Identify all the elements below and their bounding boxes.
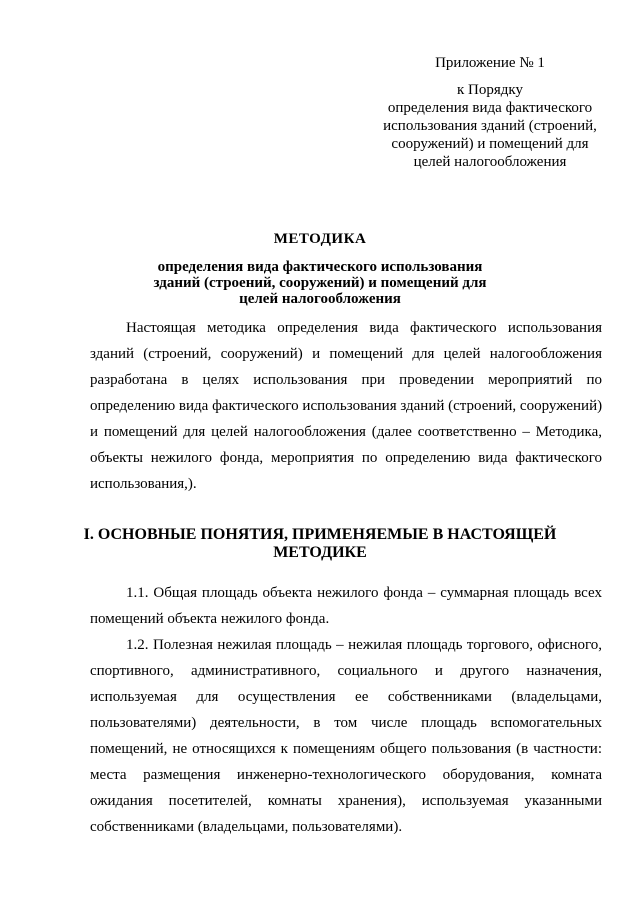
item-1-1-paragraph [90, 580, 602, 632]
appendix-line: определения вида фактического [387, 100, 593, 116]
paragraph-line: 1.1. Общая площадь объекта нежилого фонда – суммарная площадь всех [126, 585, 602, 601]
paragraph-line: помещений объекта нежилого фонда. [90, 611, 330, 627]
subtitle-line: определения вида фактического использования [157, 259, 483, 275]
paragraph-line: используемая для осуществления ее собственниками (владельцами, [90, 689, 602, 705]
appendix-block [360, 54, 620, 171]
appendix-line: использования зданий (строений, [383, 118, 597, 134]
section-heading-line: I. ОСНОВНЫЕ ПОНЯТИЯ, ПРИМЕНЯЕМЫЕ В НАСТОЯЩЕЙ [83, 526, 557, 543]
subtitle-line: зданий (строений, сооружений) и помещений для [153, 275, 487, 291]
paragraph-line: использования,). [90, 476, 197, 492]
appendix-line: сооружений) и помещений для [391, 136, 589, 152]
paragraph-line: разработана в целях использования при проведении мероприятий по [90, 372, 602, 388]
paragraph-line: пользователями) деятельности, в том числе площадь вспомогательных [90, 715, 602, 731]
section-heading-line: МЕТОДИКЕ [273, 544, 367, 561]
paragraph-line: спортивного, административного, социального и другого назначения, [90, 663, 602, 679]
paragraph-line: помещений, не относящихся к помещениям общего пользования (в частности: [90, 741, 602, 757]
paragraph-line: собственниками (владельцами, пользователями). [90, 819, 403, 835]
appendix-line: к Порядку [457, 82, 523, 98]
intro-paragraph [90, 315, 602, 497]
paragraph-line: места размещения инженерно-технологического оборудования, комната [90, 767, 602, 783]
paragraph-line: и помещений для целей налогообложения (далее соответственно – Методика, [90, 424, 602, 440]
subtitle-line: целей налогообложения [239, 291, 401, 307]
paragraph-line: определению вида фактического использования зданий (строений, сооружений) [90, 398, 603, 414]
paragraph-line: объекты нежилого фонда, мероприятия по определению вида фактического [90, 450, 602, 466]
paragraph-line: Настоящая методика определения вида фактического использования [126, 320, 602, 336]
section-heading [60, 526, 580, 562]
document-subtitle [110, 259, 530, 307]
appendix-number: Приложение № 1 [435, 55, 545, 71]
document-title: МЕТОДИКА [273, 231, 367, 247]
paragraph-line: зданий (строений, сооружений) и помещений для целей налогообложения [90, 346, 602, 362]
appendix-line: целей налогообложения [413, 154, 567, 170]
item-1-2-paragraph [90, 632, 602, 840]
paragraph-line: ожидания посетителей, комнаты хранения), используемая указанными [90, 793, 602, 809]
paragraph-line: 1.2. Полезная нежилая площадь – нежилая площадь торгового, офисного, [126, 637, 602, 653]
